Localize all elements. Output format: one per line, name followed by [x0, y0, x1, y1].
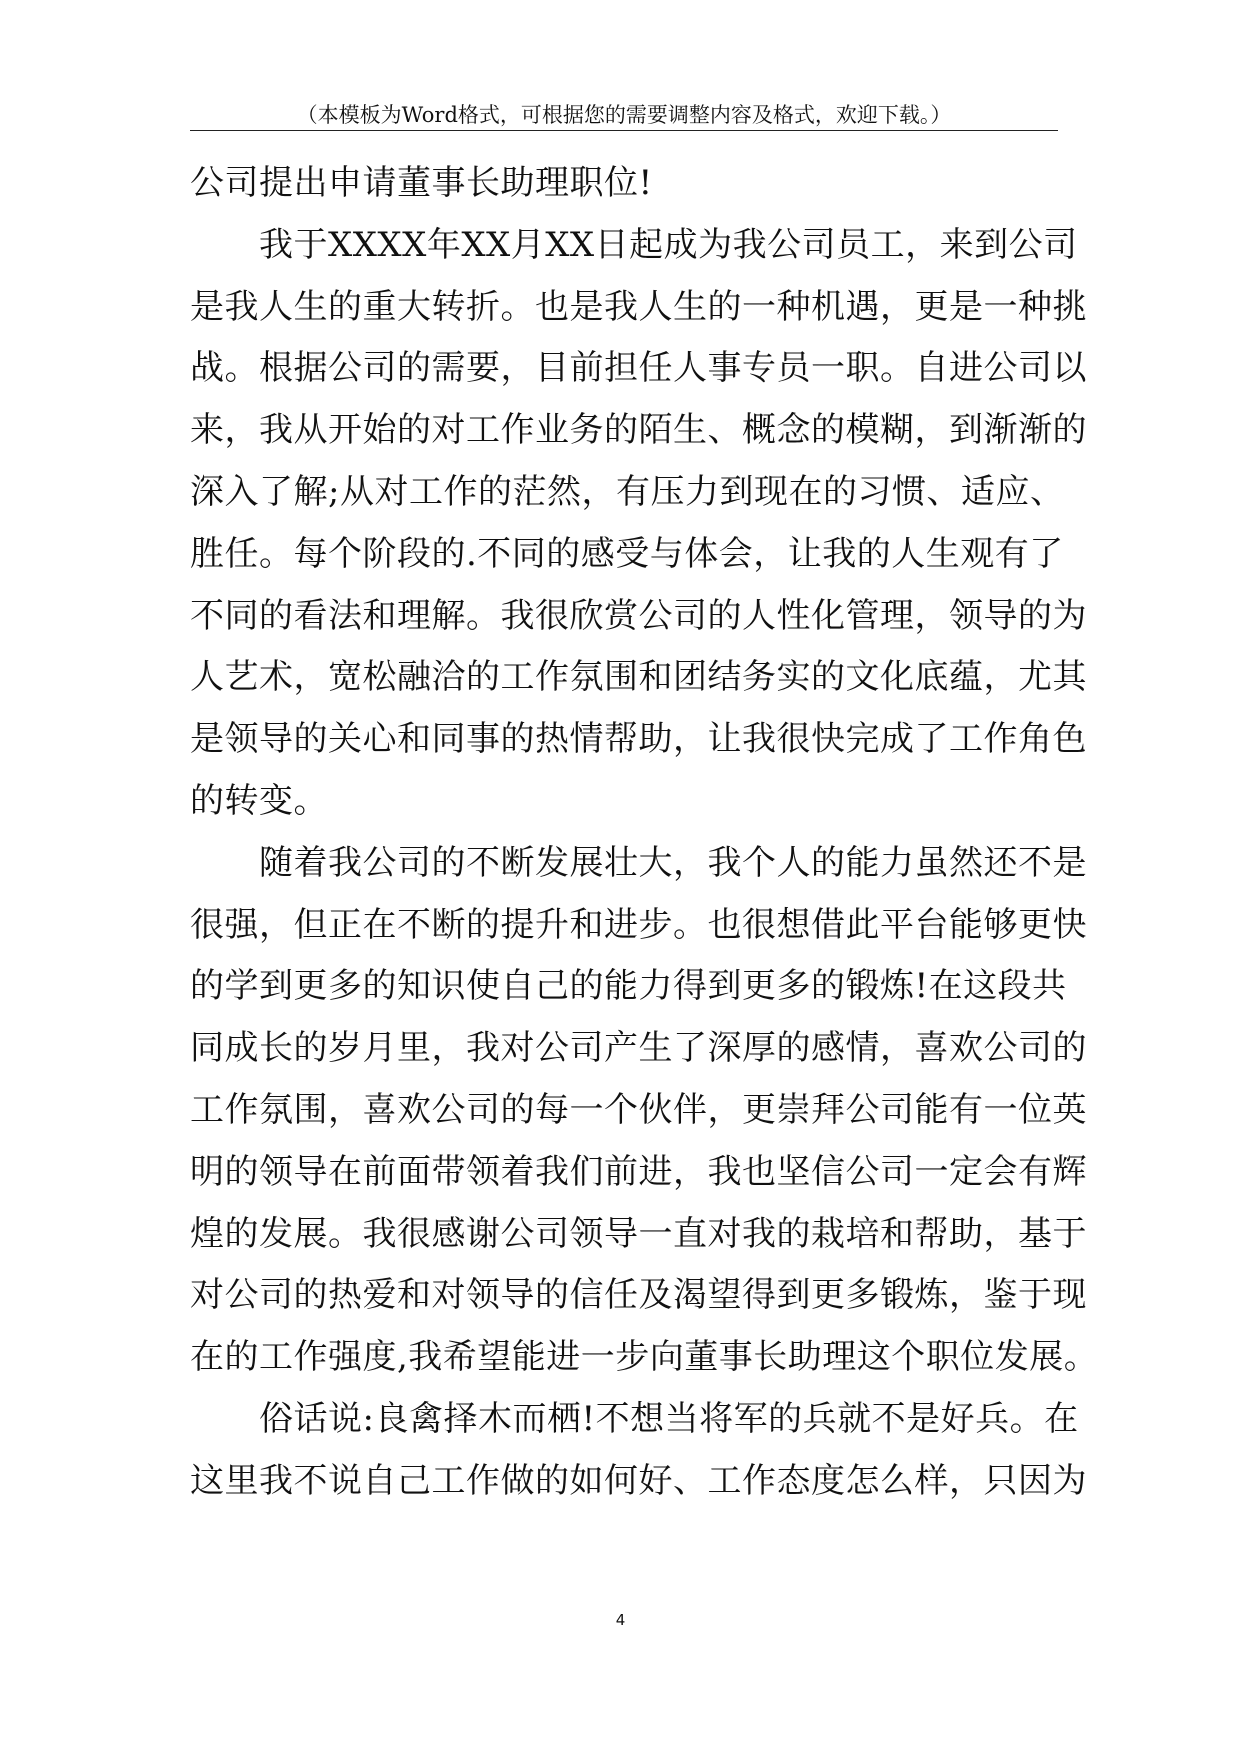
text-line: 对公司的热爱和对领导的信任及渴望得到更多锻炼，鉴于现	[190, 1275, 1087, 1316]
text-line: 是领导的关心和同事的热情帮助，让我很快完成了工作角色	[190, 719, 1087, 760]
text-line: 胜任。每个阶段的.不同的感受与体会，让我的人生观有了	[190, 533, 1064, 574]
text-line: 这里我不说自己工作做的如何好、工作态度怎么样，只因为	[190, 1460, 1087, 1501]
text-line: 工作氛围，喜欢公司的每一个伙伴，更崇拜公司能有一位英	[190, 1089, 1087, 1130]
text-line: 是我人生的重大转折。也是我人生的一种机遇，更是一种挑	[190, 286, 1087, 327]
text-line: 煌的发展。我很感谢公司领导一直对我的栽培和帮助，基于	[190, 1213, 1087, 1254]
text-line: 俗话说:良禽择木而栖!不想当将军的兵就不是好兵。在	[190, 1398, 1079, 1439]
text-line: 同成长的岁月里，我对公司产生了深厚的感情，喜欢公司的	[190, 1028, 1087, 1069]
text-line: 来，我从开始的对工作业务的陌生、概念的模糊，到渐渐的	[190, 410, 1087, 451]
page-number: 4	[615, 1611, 626, 1629]
text-line: 很强，但正在不断的提升和进步。也很想借此平台能够更快	[190, 904, 1087, 945]
text-line: 我于XXXX年XX月XX日起成为我公司员工，来到公司	[190, 224, 1078, 265]
text-line: 明的领导在前面带领着我们前进，我也坚信公司一定会有辉	[190, 1151, 1087, 1192]
header-divider	[190, 130, 1058, 131]
text-line: 深入了解;从对工作的茫然，有压力到现在的习惯、适应、	[190, 471, 1065, 512]
text-line: 的学到更多的知识使自己的能力得到更多的锻炼!在这段共	[190, 966, 1067, 1007]
text-line: 人艺术，宽松融洽的工作氛围和团结务实的文化底蕴，尤其	[190, 657, 1087, 698]
header-note: （本模板为Word格式，可根据您的需要调整内容及格式，欢迎下载。）	[296, 103, 952, 127]
text-line: 公司提出申请董事长助理职位!	[190, 163, 653, 203]
text-line: 在的工作强度,我希望能进一步向董事长助理这个职位发展。	[190, 1337, 1099, 1378]
document-body	[190, 153, 1099, 1513]
text-line: 不同的看法和理解。我很欣赏公司的人性化管理，领导的为	[190, 595, 1087, 636]
text-line: 的转变。	[190, 780, 328, 821]
text-line: 战。根据公司的需要，目前担任人事专员一职。自进公司以	[190, 348, 1087, 389]
text-line: 随着我公司的不断发展壮大，我个人的能力虽然还不是	[190, 842, 1087, 883]
